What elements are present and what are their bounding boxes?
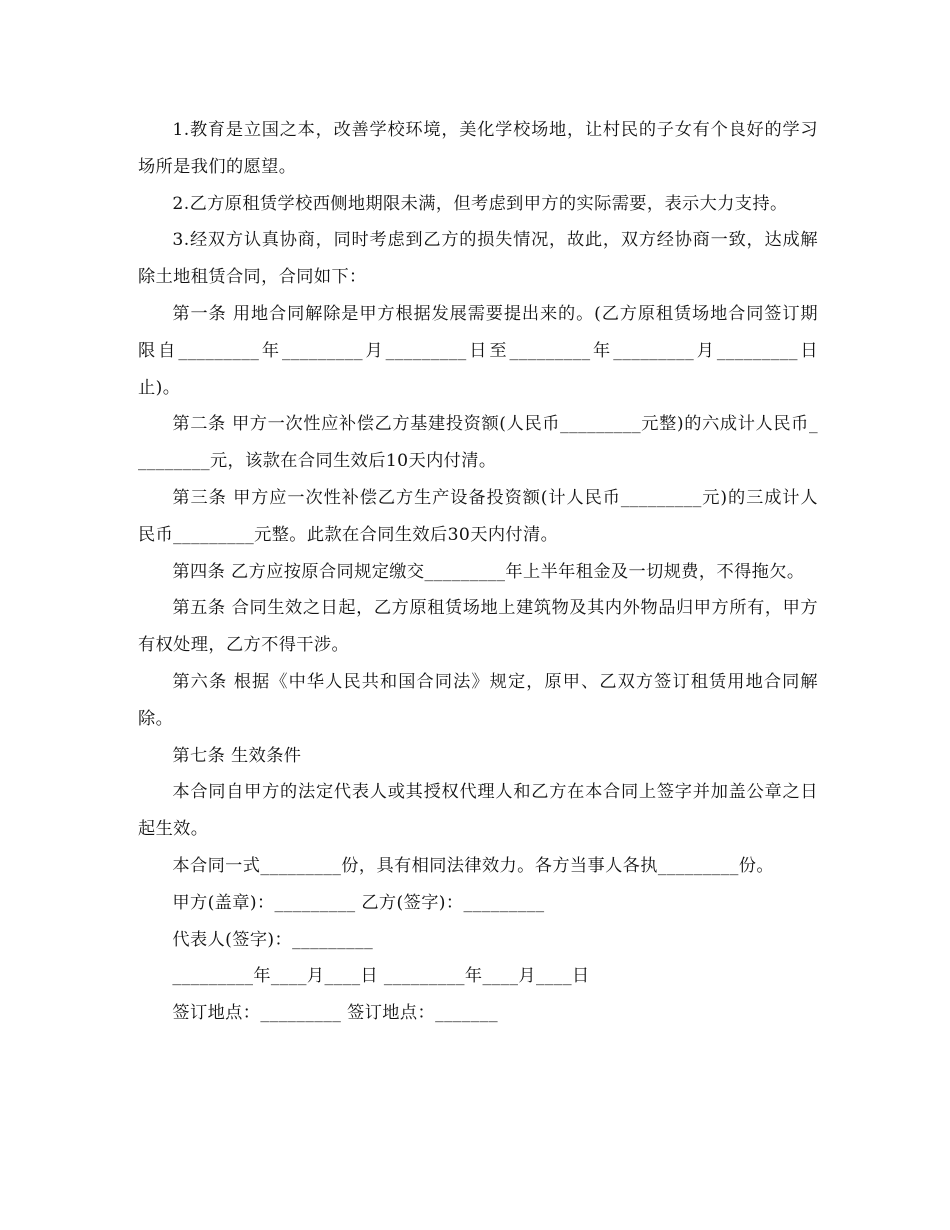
signing-dates: _________年____月____日 _________年____月____日 (172, 966, 590, 987)
clause-7-heading: 第七条 生效条件 (172, 745, 302, 766)
clause-6: 第六条 根据《中华人民共和国合同法》规定，原甲、乙双方签订租赁用地合同解除。 (138, 671, 818, 729)
clause-5: 第五条 合同生效之日起，乙方原租赁场地上建筑物及其内外物品归甲方所有，甲方有权处理，乙方不得干涉。 (138, 598, 818, 656)
signing-locations: 签订地点：_________ 签订地点：_______ (172, 1003, 499, 1024)
paragraph-2: 2.乙方原租赁学校西侧地期限未满，但考虑到甲方的实际需要，表示大力支持。 (172, 193, 788, 214)
paragraph-1: 1.教育是立国之本，改善学校环境，美化学校场地，让村民的子女有个良好的学习场所是我们的愿望。 (138, 120, 818, 177)
clause-4: 第四条 乙方应按原合同规定缴交_________年上半年租金及一切规费，不得拖欠。 (172, 561, 805, 582)
clause-3: 第三条 甲方应一次性补偿乙方生产设备投资额(计人民币_________元)的三成计人民币_________元整。此款在合同生效后30天内付清。 (138, 487, 818, 545)
representative-signature: 代表人(签字)：_________ (172, 929, 374, 950)
clause-2: 第二条 甲方一次性应补偿乙方基建投资额(人民币_________元整)的六成计人民币_________元，该款在合同生效后10天内付清。 (138, 414, 818, 472)
copies-statement: 本合同一式_________份，具有相同法律效力。各方当事人各执_________份。 (172, 855, 774, 876)
document-body (138, 112, 818, 1032)
paragraph-3: 3.经双方认真协商，同时考虑到乙方的损失情况，故此，双方经协商一致，达成解除土地租赁合同，合同如下： (138, 230, 818, 288)
effective-condition: 本合同自甲方的法定代表人或其授权代理人和乙方在本合同上签字并加盖公章之日起生效。 (138, 782, 818, 840)
clause-1: 第一条 用地合同解除是甲方根据发展需要提出来的。(乙方原租赁场地合同签订期限自_________年_________月_________日至_________年_________月_________日止)。 (138, 303, 818, 398)
party-signatures: 甲方(盖章)：_________ 乙方(签字)：_________ (172, 892, 545, 913)
